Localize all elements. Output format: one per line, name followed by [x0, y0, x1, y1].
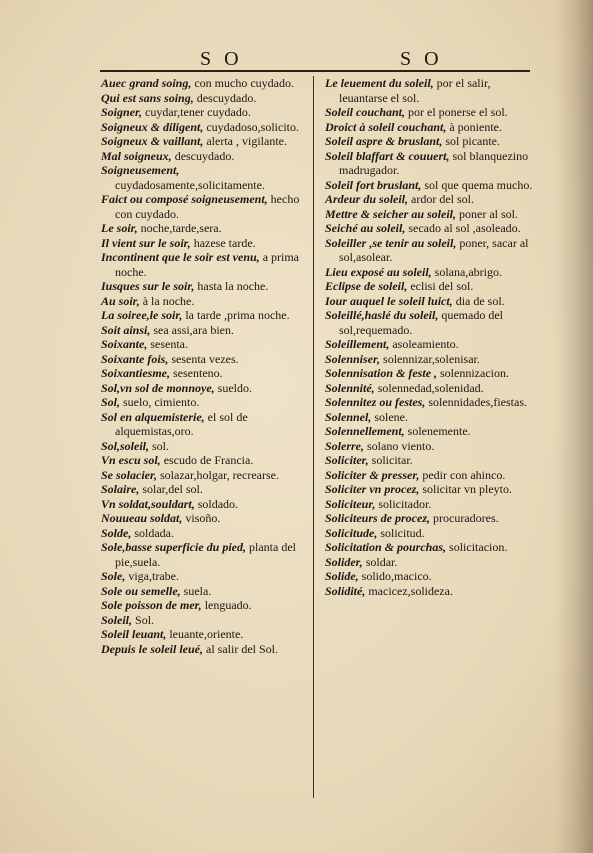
translation: alerta , vigilante. — [203, 134, 287, 148]
dictionary-entry — [325, 569, 535, 584]
translation: escudo de Francia. — [160, 453, 254, 467]
dictionary-entry — [325, 265, 535, 280]
headword: Sol, — [101, 395, 121, 409]
translation: descuydado. — [193, 90, 257, 105]
dictionary-entry — [101, 236, 308, 251]
dictionary-entry — [101, 497, 308, 512]
headword: Il vient sur le soir, — [101, 235, 191, 250]
dictionary-entry — [325, 236, 535, 265]
translation: sol picante. — [442, 134, 501, 148]
dictionary-entry — [325, 207, 535, 222]
dictionary-entry — [325, 381, 535, 396]
headword: Soixantiesme, — [101, 366, 171, 380]
headword: Ardeur du soleil, — [325, 192, 409, 206]
headword: Sole poisson de mer, — [101, 598, 202, 612]
translation: pedir con ahinco. — [419, 467, 506, 482]
headword: Incontinent que le soir est venu, — [101, 250, 260, 264]
headword: Vn soldat,souldart, — [101, 496, 195, 511]
headword: Solennitez ou festes, — [325, 395, 426, 409]
headword: Soixante, — [101, 337, 148, 351]
headword: Solenniser, — [325, 351, 381, 366]
headword: Soit ainsi, — [101, 322, 151, 337]
headword: Droict à soleil couchant, — [325, 119, 447, 134]
translation: al salir del Sol. — [203, 641, 278, 656]
headword: Soliciter, — [325, 453, 369, 467]
headword: Solennité, — [325, 380, 375, 395]
translation: con mucho cuydado. — [191, 76, 294, 90]
dictionary-entry — [325, 395, 535, 410]
headword: Solerre, — [325, 438, 364, 453]
header-rule — [100, 70, 530, 72]
dictionary-entry — [101, 569, 308, 584]
dictionary-entry — [101, 76, 308, 91]
translation: sea assi,ara bien. — [150, 322, 234, 337]
headword: Solennel, — [325, 409, 372, 424]
dictionary-entry — [325, 410, 535, 425]
dictionary-entry — [325, 134, 535, 149]
dictionary-entry — [101, 381, 308, 396]
headword: Soleil leuant, — [101, 627, 167, 641]
translation: dia de sol. — [452, 293, 505, 308]
headword: Solennisation & feste , — [325, 366, 438, 380]
dictionary-entry — [101, 439, 308, 454]
dictionary-entry — [325, 584, 535, 599]
translation: solana,abrigo. — [431, 264, 502, 279]
dictionary-entry — [101, 540, 308, 569]
translation: soldado. — [194, 496, 239, 511]
translation: cuydadoso,solicito. — [203, 119, 300, 134]
headword: Eclipse de soleil, — [325, 279, 408, 293]
running-header — [100, 48, 540, 70]
right-column — [325, 76, 535, 598]
dictionary-entry — [101, 511, 308, 526]
dictionary-entry — [101, 294, 308, 309]
dictionary-entry — [101, 323, 308, 338]
headword: Solidité, — [325, 583, 366, 598]
dictionary-entry — [101, 395, 308, 410]
headword: Soleiller ,se tenir au soleil, — [325, 235, 457, 250]
translation: leuante,oriente. — [166, 627, 244, 641]
headword: Iour auquel le soleil luict, — [325, 293, 453, 308]
dictionary-entry — [325, 221, 535, 236]
left-header: S O — [200, 48, 243, 70]
headword: Sol en alquemisterie, — [101, 409, 205, 424]
translation: à poniente. — [446, 119, 502, 134]
translation: descuydado. — [171, 148, 235, 163]
headword: Soleil blaffart & couuert, — [325, 148, 450, 163]
dictionary-entry — [325, 149, 535, 178]
translation: noche,tarde,sera. — [137, 221, 222, 235]
translation: sol blanquezino madrugador. — [339, 148, 529, 177]
dictionary-entry — [101, 468, 308, 483]
translation: solennizar,solenisar. — [380, 351, 480, 366]
translation: hecho con cuydado. — [115, 192, 300, 221]
dictionary-entry — [325, 76, 535, 105]
translation: solennedad,solenidad. — [374, 380, 484, 395]
translation: solicitar. — [368, 453, 413, 467]
headword: Sole,basse superficie du pied, — [101, 540, 246, 554]
dictionary-entry — [101, 134, 308, 149]
dictionary-entry — [325, 308, 535, 337]
translation: cuydadosamente,solicitamente. — [115, 177, 265, 192]
dictionary-entry — [325, 192, 535, 207]
headword: Sol,soleil, — [101, 438, 150, 453]
headword: Qui est sans soing, — [101, 90, 194, 105]
headword: Mettre & seicher au soleil, — [325, 206, 456, 221]
translation: soldada. — [131, 525, 174, 540]
translation: macicez,solideza. — [365, 583, 453, 598]
translation: soldar. — [362, 554, 398, 569]
translation: sesenta vezes. — [168, 351, 239, 366]
dictionary-entry — [325, 294, 535, 309]
dictionary-entry — [325, 497, 535, 512]
translation: solar,del sol. — [139, 482, 203, 496]
dictionary-entry — [101, 598, 308, 613]
translation: por el salir, leuantarse el sol. — [339, 76, 491, 105]
headword: Faict ou composé soigneusement, — [101, 192, 268, 206]
dictionary-entry — [101, 613, 308, 628]
headword: Soigner, — [101, 105, 143, 119]
translation: cuydar,tener cuydado. — [142, 105, 251, 119]
translation: solicitud. — [377, 525, 425, 540]
dictionary-entry — [325, 424, 535, 439]
translation: solicitacion. — [446, 540, 508, 554]
translation: solene. — [371, 409, 408, 424]
headword: Sole, — [101, 569, 126, 583]
dictionary-entry — [325, 468, 535, 483]
translation: eclisi del sol. — [407, 279, 474, 293]
dictionary-entry — [325, 453, 535, 468]
dictionary-entry — [325, 366, 535, 381]
headword: Sol,vn sol de monnoye, — [101, 380, 215, 395]
headword: Soigneux & vaillant, — [101, 134, 204, 148]
dictionary-entry — [325, 279, 535, 294]
translation: sueldo. — [214, 380, 253, 395]
dictionary-entry — [101, 482, 308, 497]
headword: Solaire, — [101, 482, 140, 496]
headword: La soiree,le soir, — [101, 308, 183, 322]
translation: secado al sol ,asoleado. — [405, 221, 521, 235]
headword: Iusques sur le soir, — [101, 279, 195, 293]
translation: suelo, cimiento. — [120, 395, 200, 409]
translation: sol. — [149, 438, 170, 453]
dictionary-entry — [325, 178, 535, 193]
headword: Solennellement, — [325, 424, 405, 438]
dictionary-entry — [325, 482, 535, 497]
translation: visoño. — [182, 511, 221, 525]
headword: Le leuement du soleil, — [325, 76, 434, 90]
translation: solicitador. — [375, 496, 432, 511]
dictionary-entry — [101, 453, 308, 468]
headword: Soleil fort bruslant, — [325, 177, 422, 192]
headword: Soleil, — [101, 612, 133, 627]
dictionary-entry — [325, 540, 535, 555]
translation: solenemente. — [404, 424, 471, 438]
dictionary-entry — [101, 105, 308, 120]
translation: sesenteno. — [170, 366, 223, 380]
translation: poner al sol. — [456, 206, 518, 221]
dictionary-entry — [325, 337, 535, 352]
headword: Soixante fois, — [101, 351, 169, 366]
dictionary-entry — [325, 120, 535, 135]
headword: Soliciteur, — [325, 496, 376, 511]
headword: Soleil aspre & bruslant, — [325, 134, 443, 148]
dictionary-entry — [325, 439, 535, 454]
dictionary-entry — [101, 642, 308, 657]
translation: suela. — [180, 583, 212, 598]
headword: Soleillé,haslé du soleil, — [325, 308, 439, 322]
translation: solano viento. — [364, 438, 435, 453]
headword: Soleillement, — [325, 337, 390, 351]
headword: Soliciter vn procez, — [325, 482, 420, 496]
translation: planta del pie,suela. — [115, 540, 296, 569]
dictionary-entry — [101, 352, 308, 367]
column-divider — [313, 76, 314, 798]
dictionary-entry — [101, 308, 308, 323]
translation: procuradores. — [430, 511, 499, 525]
dictionary-entry — [101, 221, 308, 236]
headword: Solicitation & pourchas, — [325, 540, 447, 554]
dictionary-entry — [101, 279, 308, 294]
translation: viga,trabe. — [125, 569, 179, 583]
headword: Le soir, — [101, 221, 138, 235]
translation: Sol. — [132, 612, 155, 627]
dictionary-entry — [325, 511, 535, 526]
dictionary-entry — [101, 120, 308, 135]
headword: Soliciteurs de procez, — [325, 511, 430, 525]
translation: la tarde ,prima noche. — [182, 308, 290, 322]
translation: solennidades,fiestas. — [425, 395, 527, 409]
headword: Se solacier, — [101, 467, 157, 482]
translation: poner, sacar al sol,asolear. — [339, 235, 529, 264]
dictionary-entry — [101, 627, 308, 642]
headword: Depuis le soleil leué, — [101, 641, 203, 656]
headword: Vn escu sol, — [101, 453, 161, 467]
dictionary-entry — [101, 410, 308, 439]
dictionary-entry — [101, 250, 308, 279]
headword: Soigneusement, — [101, 163, 180, 177]
headword: Solde, — [101, 525, 132, 540]
dictionary-entry — [101, 337, 308, 352]
translation: el sol de alquemistas,oro. — [115, 409, 248, 438]
headword: Au soir, — [101, 293, 140, 308]
translation: hasta la noche. — [194, 279, 269, 293]
headword: Soigneux & diligent, — [101, 119, 204, 134]
translation: a prima noche. — [115, 250, 300, 279]
translation: por el ponerse el sol. — [405, 105, 508, 119]
translation: solido,macico. — [358, 569, 432, 583]
headword: Sole ou semelle, — [101, 583, 181, 598]
translation: solazar,holgar, recrearse. — [157, 467, 279, 482]
dictionary-entry — [325, 105, 535, 120]
translation: quemado del sol,requemado. — [339, 308, 503, 337]
left-column — [101, 76, 308, 656]
dictionary-entry — [101, 366, 308, 381]
translation: hazese tarde. — [190, 235, 256, 250]
headword: Soleil couchant, — [325, 105, 406, 119]
right-header: S O — [400, 48, 443, 70]
headword: Solicitude, — [325, 525, 378, 540]
headword: Nouueau soldat, — [101, 511, 183, 525]
dictionary-entry — [325, 555, 535, 570]
dictionary-entry — [101, 91, 308, 106]
dictionary-entry — [101, 149, 308, 164]
translation: ardor del sol. — [408, 192, 474, 206]
headword: Lieu exposé au soleil, — [325, 264, 432, 279]
dictionary-entry — [101, 163, 308, 192]
headword: Seiché au soleil, — [325, 221, 406, 235]
page-edge-shadow — [555, 0, 593, 853]
translation: à la noche. — [139, 293, 195, 308]
dictionary-entry — [101, 526, 308, 541]
translation: asoleamiento. — [389, 337, 459, 351]
headword: Mal soigneux, — [101, 148, 172, 163]
translation: solicitar vn pleyto. — [419, 482, 512, 496]
translation: lenguado. — [201, 598, 252, 612]
headword: Soliciter & presser, — [325, 467, 420, 482]
dictionary-entry — [325, 352, 535, 367]
translation: sol que quema mucho. — [421, 177, 533, 192]
dictionary-entry — [101, 584, 308, 599]
headword: Solider, — [325, 554, 363, 569]
headword: Auec grand soing, — [101, 76, 192, 90]
dictionary-entry — [101, 192, 308, 221]
translation: sesenta. — [147, 337, 188, 351]
translation: solennizacion. — [437, 366, 509, 380]
headword: Solide, — [325, 569, 359, 583]
dictionary-entry — [325, 526, 535, 541]
